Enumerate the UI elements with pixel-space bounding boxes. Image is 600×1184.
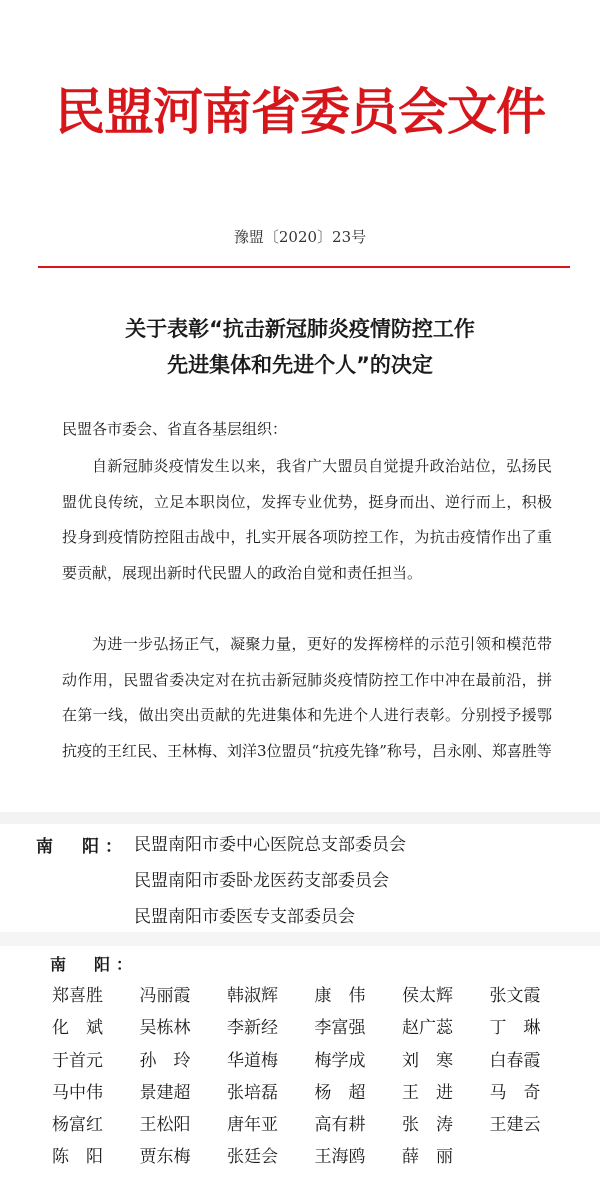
collective-unit: 民盟南阳市委中心医院总支部委员会 <box>134 835 406 855</box>
person-name: 景建超 <box>139 1082 191 1103</box>
person-name: 康 伟 <box>314 986 366 1006</box>
person-name: 丁 琳 <box>489 1018 541 1039</box>
person-name: 王海鸥 <box>314 1147 366 1168</box>
person-name: 王 进 <box>402 1082 453 1103</box>
red-divider <box>38 266 570 268</box>
document-title-line-1: 关于表彰“抗击新冠肺炎疫情防控工作 <box>125 317 475 341</box>
person-name: 唐年亚 <box>227 1115 278 1136</box>
individuals-name-grid <box>52 984 577 1178</box>
document-number: 豫盟〔2020〕23号 <box>233 228 367 246</box>
person-name: 华道梅 <box>227 1050 278 1071</box>
person-name: 王松阳 <box>139 1115 191 1136</box>
person-name: 张 涛 <box>402 1115 453 1136</box>
person-name: 李新经 <box>227 1018 278 1039</box>
person-name: 李富强 <box>314 1018 366 1039</box>
collective-unit: 民盟南阳市委卧龙医药支部委员会 <box>134 871 389 891</box>
person-name: 薛 丽 <box>402 1147 453 1168</box>
person-name: 赵广蕊 <box>402 1018 453 1039</box>
collective-units-list <box>134 832 406 940</box>
person-name: 马中伟 <box>52 1082 103 1103</box>
person-name: 吴栋林 <box>139 1018 191 1039</box>
person-name: 侯太辉 <box>402 986 453 1006</box>
body-paragraph-1: 自新冠肺炎疫情发生以来，我省广大盟员自觉提升政治站位，弘扬民盟优良传统，立足本职岗位，发挥专业优势，挺身而出、逆行而上，积极投身到疫情防控阻击战中，扎实开展各项防控工作，为抗击疫情作出了重要贡献，展现出新时代民盟人的政治自觉和责任担当。 <box>62 457 552 583</box>
person-name: 化 斌 <box>52 1018 103 1039</box>
salutation: 民盟各市委会、省直各基层组织： <box>62 420 288 438</box>
person-name: 马 奇 <box>489 1082 541 1103</box>
person-name: 张廷会 <box>227 1147 278 1168</box>
person-name: 白春霞 <box>489 1050 541 1071</box>
person-name: 郑喜胜 <box>52 986 103 1006</box>
person-name: 杨富红 <box>52 1115 103 1136</box>
person-name: 孙 玲 <box>139 1050 191 1071</box>
collective-unit: 民盟南阳市委医专支部委员会 <box>134 907 355 927</box>
person-name: 冯丽霞 <box>139 986 191 1006</box>
person-name: 梅学成 <box>314 1050 366 1071</box>
person-name: 于首元 <box>52 1050 103 1071</box>
body-paragraph-2: 为进一步弘扬正气，凝聚力量，更好的发挥榜样的示范引领和模范带动作用，民盟省委决定对在抗击新冠肺炎疫情防控工作中冲在最前沿，拼在第一线，做出突出贡献的先进集体和先进个人进行表彰。分别授予援鄂抗疫的王红民、王林梅、刘洋3位盟员“抗疫先锋”称号，吕永刚、郑喜胜等 <box>62 635 552 761</box>
person-name: 刘 寒 <box>402 1050 453 1071</box>
person-name: 韩淑辉 <box>227 986 278 1006</box>
person-name: 张培磊 <box>227 1082 278 1103</box>
page-break <box>0 932 600 946</box>
document-title-line-2: 先进集体和先进个人”的决定 <box>167 353 433 377</box>
person-name: 高有耕 <box>314 1115 366 1136</box>
collectives-region-label: 南 阳： <box>36 837 128 857</box>
person-name: 贾东梅 <box>139 1147 191 1168</box>
page-break <box>0 812 600 824</box>
masthead-title: 民盟河南省委员会文件 <box>55 83 545 141</box>
person-name: 杨 超 <box>314 1082 366 1103</box>
person-name: 王建云 <box>489 1115 541 1136</box>
person-name: 陈 阳 <box>52 1147 103 1168</box>
individuals-region-label: 南 阳： <box>50 955 139 974</box>
person-name: 张文霞 <box>489 986 541 1006</box>
